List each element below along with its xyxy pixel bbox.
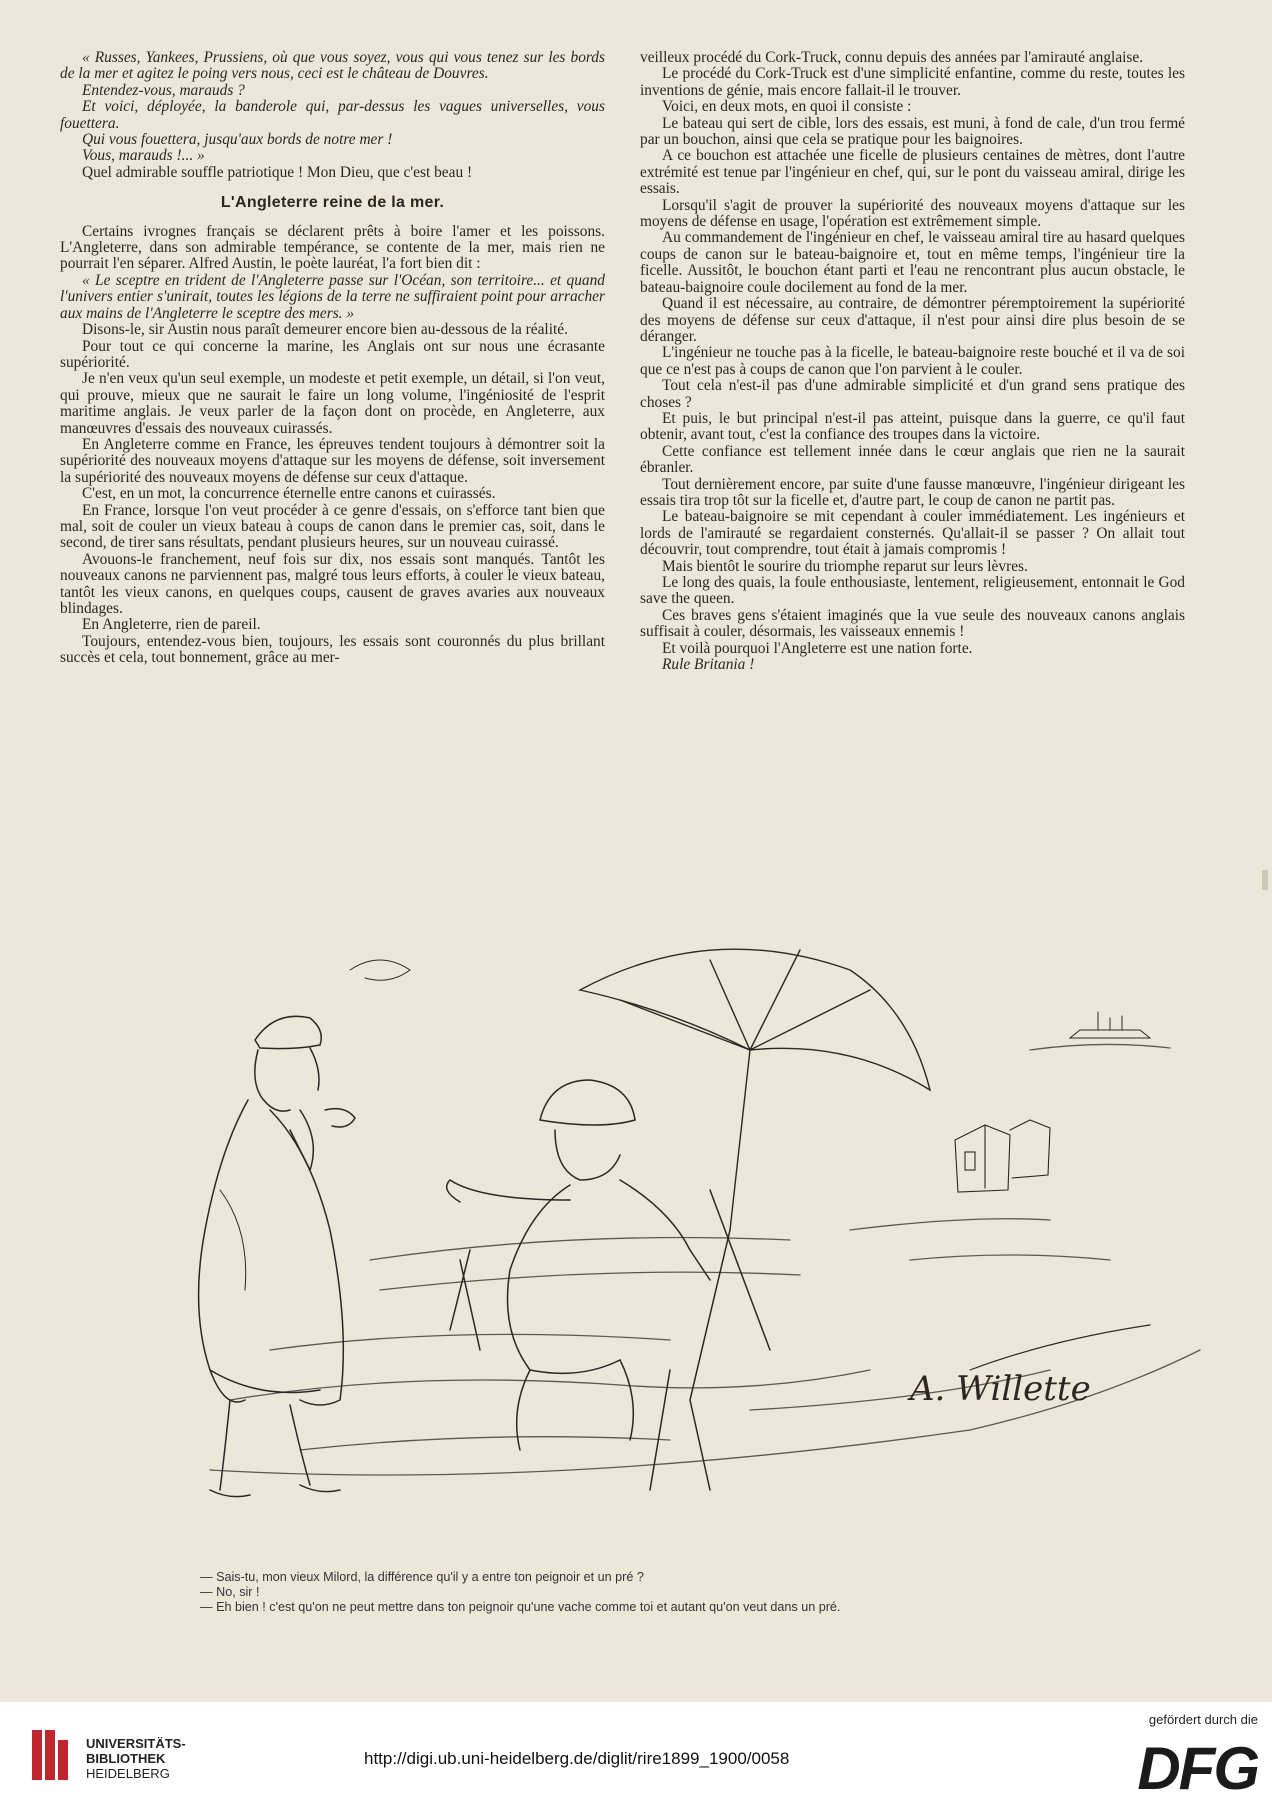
library-name-line: HEIDELBERG: [86, 1766, 170, 1781]
right-text-column: [640, 50, 1185, 673]
paragraph: Et voilà pourquoi l'Angleterre est une nation forte.: [662, 639, 973, 657]
signature-text: A. Willette: [910, 1369, 1091, 1409]
poem-line: Entendez-vous, marauds ?: [82, 81, 245, 99]
university-library-logo-icon: [30, 1726, 70, 1786]
library-name-line: UNIVERSITÄTS-: [86, 1736, 186, 1751]
article-heading: L'Angleterre reine de la mer.: [220, 194, 445, 212]
paragraph: Je n'en veux qu'un seul exemple, un modeste et petit exemple, un détail, si l'on veut, qui prouve, mieux que ne saurait le faire un long volume, l'ingéniosité de l'esprit maritime anglais. Je veux parler de la façon dont on procède, en Angleterre, aux manœuvres d'essais des nouveaux cuirassés.: [60, 370, 605, 437]
poem-line: Et voici, déployée, la banderole qui, par-dessus les vagues universelles, vous fouettera.: [60, 98, 605, 132]
paragraph: En France, lorsque l'on veut procéder à ce genre d'essais, on s'efforce tant bien que mal, soit de couler un vieux bateau à coups de canon dans le premier cas, soit, dans le second, de tirer sans résultats, pendant plusieurs heures, sur un nouveau cuirassé.: [60, 501, 605, 552]
caption-line: — Eh bien ! c'est qu'on ne peut mettre dans ton peignoir qu'une vache comme toi et autant qu'on veut dans un pré.: [200, 1600, 841, 1614]
left-text-column: [60, 50, 605, 667]
poem-line: Qui vous fouettera, jusqu'aux bords de notre mer !: [82, 131, 393, 149]
paragraph-continuation: veilleux procédé du Cork-Truck, connu depuis des années par l'amirauté anglaise.: [640, 49, 1144, 66]
caption-line: — Sais-tu, mon vieux Milord, la différence qu'il y a entre ton peignoir et un pré ?: [200, 1570, 644, 1584]
paragraph: Lorsqu'il s'agit de prouver la supériorité des nouveaux moyens d'attaque sur les moyens de défense en usage, l'opération est extrêmement simple.: [640, 196, 1185, 231]
poem-line: Vous, marauds !... »: [82, 147, 205, 165]
seated-painter: [447, 1080, 770, 1490]
paragraph: Tout dernièrement encore, par suite d'une fausse manœuvre, l'ingénieur dirigeant les essais tira trop tôt sur la ficelle et, d'autre part, le coup de canon ne partit pas.: [640, 475, 1185, 509]
paragraph: Le procédé du Cork-Truck est d'une simplicité enfantine, comme du reste, toutes les inventions de génie, mais encore fallait-il le trouver.: [640, 65, 1185, 99]
paragraph: Tout cela n'est-il pas d'une admirable simplicité et d'un grand sens pratique des choses ?: [640, 377, 1185, 411]
paragraph: Quel admirable souffle patriotique ! Mon Dieu, que c'est beau !: [82, 163, 473, 181]
paragraph: Cette confiance est tellement innée dans le cœur anglais que rien ne la saurait ébranler.: [640, 442, 1185, 477]
caption-line: — No, sir !: [200, 1585, 260, 1599]
beach-shore-lines: [210, 1044, 1200, 1475]
funding-note: gefördert durch die: [1148, 1712, 1258, 1727]
paragraph: Ces braves gens s'étaient imaginés que la vue seule des nouveaux canons anglais suffisait à couler, désormais, les vaisseaux ennemis !: [640, 606, 1185, 641]
paragraph: Quand il est nécessaire, au contraire, de démontrer péremptoirement la supériorité des moyens de défense sur ceux d'attaque, il n'est pour ainsi dire plus besoin de se déranger.: [640, 295, 1185, 345]
paragraph: En Angleterre, rien de pareil.: [82, 616, 261, 634]
permalink-url[interactable]: http://digi.ub.uni-heidelberg.de/diglit/rire1899_1900/0058: [364, 1749, 790, 1768]
dfg-logo: DFG: [1137, 1735, 1258, 1802]
paragraph: C'est, en un mot, la concurrence éternelle entre canons et cuirassés.: [82, 485, 496, 503]
paragraph: Et puis, le but principal n'est-il pas atteint, puisque dans la guerre, ce qu'il faut obtenir, avant tout, c'est la confiance des troupes dans la victoire.: [640, 409, 1185, 444]
paragraph: Disons-le, sir Austin nous paraît demeurer encore bien au-dessous de la réalité.: [82, 321, 568, 339]
library-name-line: BIBLIOTHEK: [86, 1751, 166, 1766]
paragraph: Avouons-le franchement, neuf fois sur dix, nos essais sont manqués. Tantôt les nouveaux canons ne parviennent pas, malgré tous leurs efforts, à couler le vieux bateau, tantôt les vieux canons, en quelques coups, causent de graves avaries aux nouveaux blindages.: [60, 550, 605, 617]
paragraph: Voici, en deux mots, en quoi il consiste :: [662, 98, 912, 116]
paragraph: Certains ivrognes français se déclarent prêts à boire l'amer et les poissons. L'Angleterre, dans son admirable tempérance, se contente de la mer, mais rien ne pourrait l'en séparer. Alfred Austin, le poète lauréat, l'a fort bien dit :: [60, 222, 605, 273]
quotation: « Le sceptre en trident de l'Angleterre passe sur l'Océan, son territoire... et quand l'univers entier s'unirait, toutes les légions de la terre ne suffiraient point pour arracher aux mains de l'Angleterre le sceptre des mers. »: [60, 271, 605, 322]
pen-illustration: [150, 930, 1220, 1510]
paragraph: A ce bouchon est attachée une ficelle de plusieurs centaines de mètres, dont l'autre extrémité est tenue par l'ingénieur en chef, qui, sur le pont du vaisseau amiral, dirige les essais.: [640, 147, 1185, 198]
paragraph: L'ingénieur ne touche pas à la ficelle, le bateau-baignoire reste bouché et il va de soi que ce n'est pas à coups de canon que l'on parvient à le couler.: [640, 344, 1185, 378]
digitization-footer: [0, 1702, 1272, 1814]
paragraph: Le long des quais, la foule enthousiaste, lentement, religieusement, entonnait le God save the queen.: [640, 574, 1185, 608]
paragraph: Le bateau-baignoire se mit cependant à couler immédiatement. Les ingénieurs et lords de l'amirauté se regardaient consternés. Qu'allait-il se passer ? On allait tout découvrir, tout comprendre, tout était à jamais compromis !: [640, 508, 1185, 559]
poem-line: « Russes, Yankees, Prussiens, où que vous soyez, vous qui vous tenez sur les bords de la mer et agitez le poing vers nous, ceci est le château de Douvres.: [60, 49, 605, 83]
standing-englishman: [199, 960, 410, 1497]
paragraph: Le bateau qui sert de cible, lors des essais, est muni, à fond de cale, d'un trou fermé par un bouchon, ainsi que cela se pratique pour les baignoires.: [640, 114, 1185, 149]
page-edge-mark: [1262, 870, 1268, 890]
paragraph: Pour tout ce qui concerne la marine, les Anglais ont sur nous une écrasante supériorité.: [60, 337, 605, 371]
paragraph: Mais bientôt le sourire du triomphe reparut sur leurs lèvres.: [662, 557, 1028, 575]
bathing-huts: [955, 1120, 1050, 1192]
paragraph: En Angleterre comme en France, les épreuves tendent toujours à démontrer soit la supériorité des nouveaux moyens d'attaque sur les moyens de défense, soit inversement la supériorité des nouveaux moyens de défense sur ceux d'attaque.: [60, 435, 605, 486]
closing-line: Rule Britania !: [662, 656, 755, 674]
paragraph: Au commandement de l'ingénieur en chef, le vaisseau amiral tire au hasard quelques coups de canon sur le bateau-baignoire et, tout en même temps, l'ingénieur tire la ficelle. Aussitôt, le bouchon étant parti et l'eau ne rencontrant plus aucun obstacle, le bateau-baignoire coule docilement au fond de la mer.: [640, 229, 1185, 296]
artist-signature: [907, 1325, 1150, 1409]
paragraph: Toujours, entendez-vous bien, toujours, les essais sont couronnés du plus brillant succès et cela, tout bonnement, grâce au mer-: [60, 632, 605, 667]
distant-ship: [1070, 1012, 1150, 1038]
illustration-caption: [200, 1570, 1100, 1615]
library-name: [86, 1736, 186, 1781]
